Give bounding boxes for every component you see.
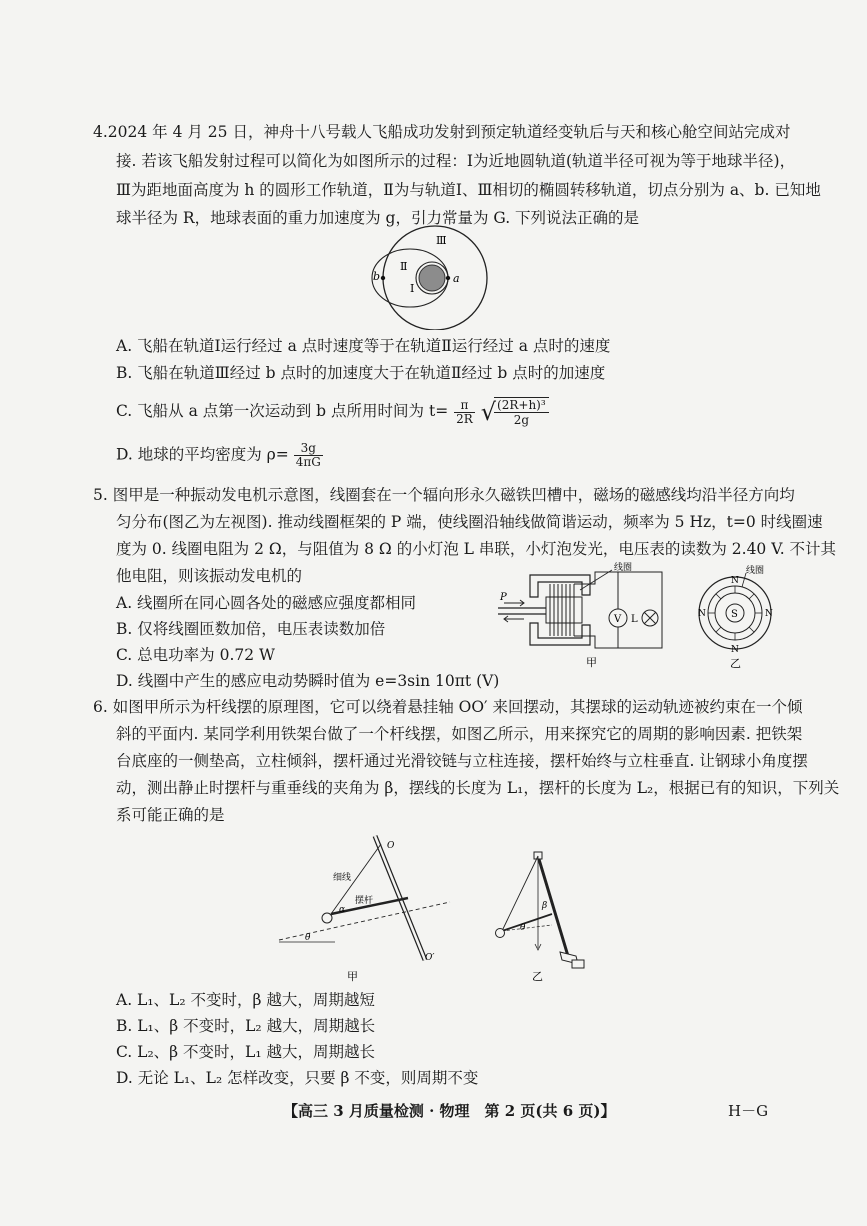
q6-line-3: 台底座的一侧垫高，立柱倾斜，摆杆通过光滑铰链与立柱连接，摆杆始终与立柱垂直. 让钢球小角度摆 [116,752,808,770]
caption-jia: 甲 [586,656,597,669]
label-n-top: N [731,576,739,586]
label-beta: β [542,901,548,911]
arrow-right-icon [504,600,524,606]
q4-option-d-fraction [294,442,323,469]
label-p: P [500,592,507,603]
q6-option-d: D. 无论 L₁、L₂ 怎样改变，只要 β 不变，则周期不变 [116,1069,479,1087]
label-alpha: α [339,905,346,915]
q4-line-2: 接. 若该飞船发射过程可以简化为如图所示的过程：Ⅰ为近地圆轨道(轨道半径可视为等于地球半径)， [116,152,796,170]
coil-pointer [580,570,612,590]
caption-yi: 乙 [532,970,543,983]
earth [419,265,445,291]
label-s: S [731,609,738,620]
q6-option-a: A. L₁、L₂ 不变时，β 越大，周期越短 [116,991,375,1009]
label-coil-yi: 线圈 [746,566,765,576]
caption-yi: 乙 [730,657,741,670]
arrow-left-icon [504,616,524,622]
ball [322,913,332,923]
label-rod: 摆杆 [355,896,374,906]
q4-c-frac-den: 2R [456,411,473,426]
orbit-3-label: Ⅲ [436,234,447,247]
caption-jia: 甲 [347,970,358,983]
q4-option-d-text: D. 地球的平均密度为 ρ= [116,445,289,464]
iron-stand-diagram-yi [490,830,600,985]
rod-pendulum-diagram-jia [275,830,455,985]
point-a-label: a [453,272,460,285]
page-footer-code: H－G [728,1102,769,1120]
q4-d-frac-num: 3g [294,442,323,456]
orbit-diagram [370,220,500,330]
q4-d-frac-den: 4πG [295,455,321,469]
q5-option-d: D. 线圈中产生的感应电动势瞬时值为 e=3sin 10πt (V) [116,672,500,690]
page-footer-title: 【高三 3 月质量检测 · 物理 第 2 页(共 6 页)】 [283,1102,616,1120]
q4-line-3: Ⅲ为距地面高度为 h 的圆形工作轨道，Ⅱ为与轨道Ⅰ、Ⅲ相切的椭圆转移轨道，切点分别为 a、b. 已知地 [116,181,821,199]
q5-option-b: B. 仅将线圈匝数加倍，电压表读数加倍 [116,620,386,638]
orbit-1-label: Ⅰ [410,282,415,295]
q4-option-a: A. 飞船在轨道Ⅰ运行经过 a 点时速度等于在轨道Ⅱ运行经过 a 点时的速度 [116,337,611,355]
q5-line-3: 度为 0. 线圈电阻为 2 Ω，与阻值为 8 Ω 的小灯泡 L 串联，小灯泡发光，电压表的读数为 2.40 V. 不计其 [116,540,837,558]
q4-option-b: B. 飞船在轨道Ⅲ经过 b 点时的加速度大于在轨道Ⅱ经过 b 点时的加速度 [116,364,606,382]
q4-c-root-num: (2R+h)³ [494,398,549,413]
q5-option-c: C. 总电功率为 0.72 W [116,646,275,664]
magnet-core [546,597,582,623]
q4-option-c [116,397,549,427]
q6-line-2: 斜的平面内. 某同学利用铁架台做了一个杆线摆，如图乙所示，用来探究它的周期的影响因素. 把铁架 [116,725,803,743]
q4-option-c-root [494,397,549,427]
shim-block [572,960,584,968]
coil [550,584,574,636]
sqrt-sign: √ [480,398,497,426]
q4-line-1: 4.2024 年 4 月 25 日，神舟十八号载人飞船成功发射到预定轨道经变轨后与天和核心舱空间站完成对 [93,123,791,141]
q6-line-1: 6. 如图甲所示为杆线摆的原理图，它可以绕着悬挂轴 OO′ 来回摆动，其摆球的运动轨迹被约束在一个倾 [93,698,803,716]
q4-option-c-text: C. 飞船从 a 点第一次运动到 b 点所用时间为 t= [116,402,449,420]
q4-c-root-den: 2g [513,413,530,427]
point-a-dot [446,276,450,280]
q6-option-c: C. L₂、β 不变时，L₁ 越大，周期越长 [116,1043,375,1061]
q6-line-4: 动，测出静止时摆杆与重垂线的夹角为 β，摆线的长度为 L₁，摆杆的长度为 L₂，根据已有的知识，下列关 [116,779,840,797]
point-b-dot [381,276,385,280]
label-n-bottom: N [731,645,739,655]
q5-line-4: 他电阻，则该振动发电机的 [116,567,303,585]
q4-line-4: 球半径为 R，地球表面的重力加速度为 g，引力常量为 G. 下列说法正确的是 [116,209,640,227]
label-coil-jia: 线圈 [614,563,633,573]
label-o: O [387,841,395,851]
point-b-label: b [373,270,381,283]
magnet-top [530,575,590,597]
magnet-side-view-yi [690,565,780,670]
coil-pointer-yi [742,573,746,587]
q4-option-c-fraction [454,399,475,426]
q4-c-frac-num: π [454,399,475,413]
q5-line-1: 5. 图甲是一种振动发电机示意图，线圈套在一个辐向形永久磁铁凹槽中，磁场的磁感线均沿半径方向均 [93,486,795,504]
label-n-right: N [765,609,773,619]
ball-yi [496,929,505,938]
label-theta: θ [305,933,311,943]
label-v: V [614,614,622,625]
orbit-2-label: Ⅱ [400,260,408,273]
label-n-left: N [698,609,706,619]
q5-option-a: A. 线圈所在同心圆各处的磁感应强度都相同 [116,594,417,612]
generator-diagram-jia [490,560,680,670]
magnet-bottom [530,623,590,645]
label-theta-yi: θ [520,923,526,933]
q5-line-2: 匀分布(图乙为左视图). 推动线圈框架的 P 端，使线圈沿轴线做简谐运动，频率为 5 Hz，t=0 时线圈速 [116,513,823,531]
q6-line-5: 系可能正确的是 [116,806,225,824]
q6-option-b: B. L₁、β 不变时，L₂ 越大，周期越长 [116,1017,376,1035]
rod-yi [502,914,552,931]
label-o-prime: O′ [425,953,435,963]
hanging-axis-inner [375,836,425,960]
label-l: L [631,614,638,625]
label-thread: 细线 [333,873,352,883]
q4-option-d [116,442,323,469]
